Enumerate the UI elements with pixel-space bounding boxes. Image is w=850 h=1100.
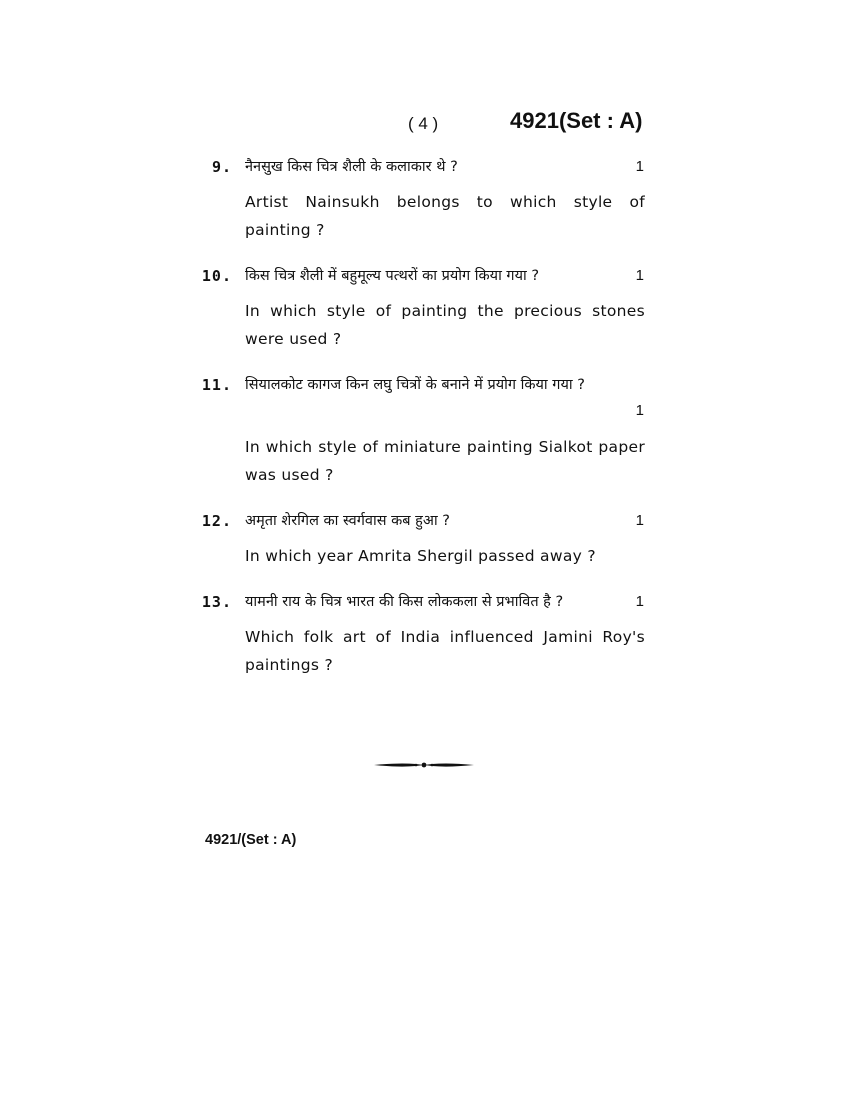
question-marks: 1 [635,512,644,529]
question-text-english: In which style of painting the precious stones were used ? [245,302,645,348]
question-text-hindi: सियालकोट कागज किन लघु चित्रों के बनाने में प्रयोग किया गया ? [245,377,585,393]
question-9 [200,155,646,239]
question-text-english: Which folk art of India influenced Jamini Roy's paintings ? [245,628,645,674]
question-number: 9. [211,158,232,176]
question-number: 10. [201,267,232,285]
paper-code-header: 4921(Set : A) [510,108,643,133]
question-number: 13. [201,593,232,611]
question-text-english: In which style of miniature painting Sialkot paper was used ? [245,438,645,484]
question-number: 11. [201,376,232,394]
question-marks: 1 [635,158,644,175]
question-marks: 1 [635,267,644,284]
page-number: ( 4 ) [408,114,439,133]
question-text-hindi: किस चित्र शैली में बहुमूल्य पत्थरों का प्रयोग किया गया ? [245,268,540,284]
question-marks: 1 [635,593,644,610]
question-number: 12. [201,512,232,530]
question-marks: 1 [635,402,644,419]
question-text-english: Artist Nainsukh belongs to which style of painting ? [245,193,645,239]
question-10 [200,264,646,348]
question-text-hindi: यामनी राय के चित्र भारत की किस लोककला से प्रभावित है ? [245,594,564,610]
question-12 [200,509,646,565]
question-text-hindi: नैनसुख किस चित्र शैली के कलाकार थे ? [245,159,458,175]
question-13 [200,590,646,674]
question-text-hindi: अमृता शेरगिल का स्वर्गवास कब हुआ ? [245,513,450,529]
question-11 [200,373,646,484]
paper-code-footer: 4921/(Set : A) [205,832,297,848]
question-text-english: In which year Amrita Shergil passed away ? [245,547,596,565]
end-ornament-divider [374,759,474,771]
